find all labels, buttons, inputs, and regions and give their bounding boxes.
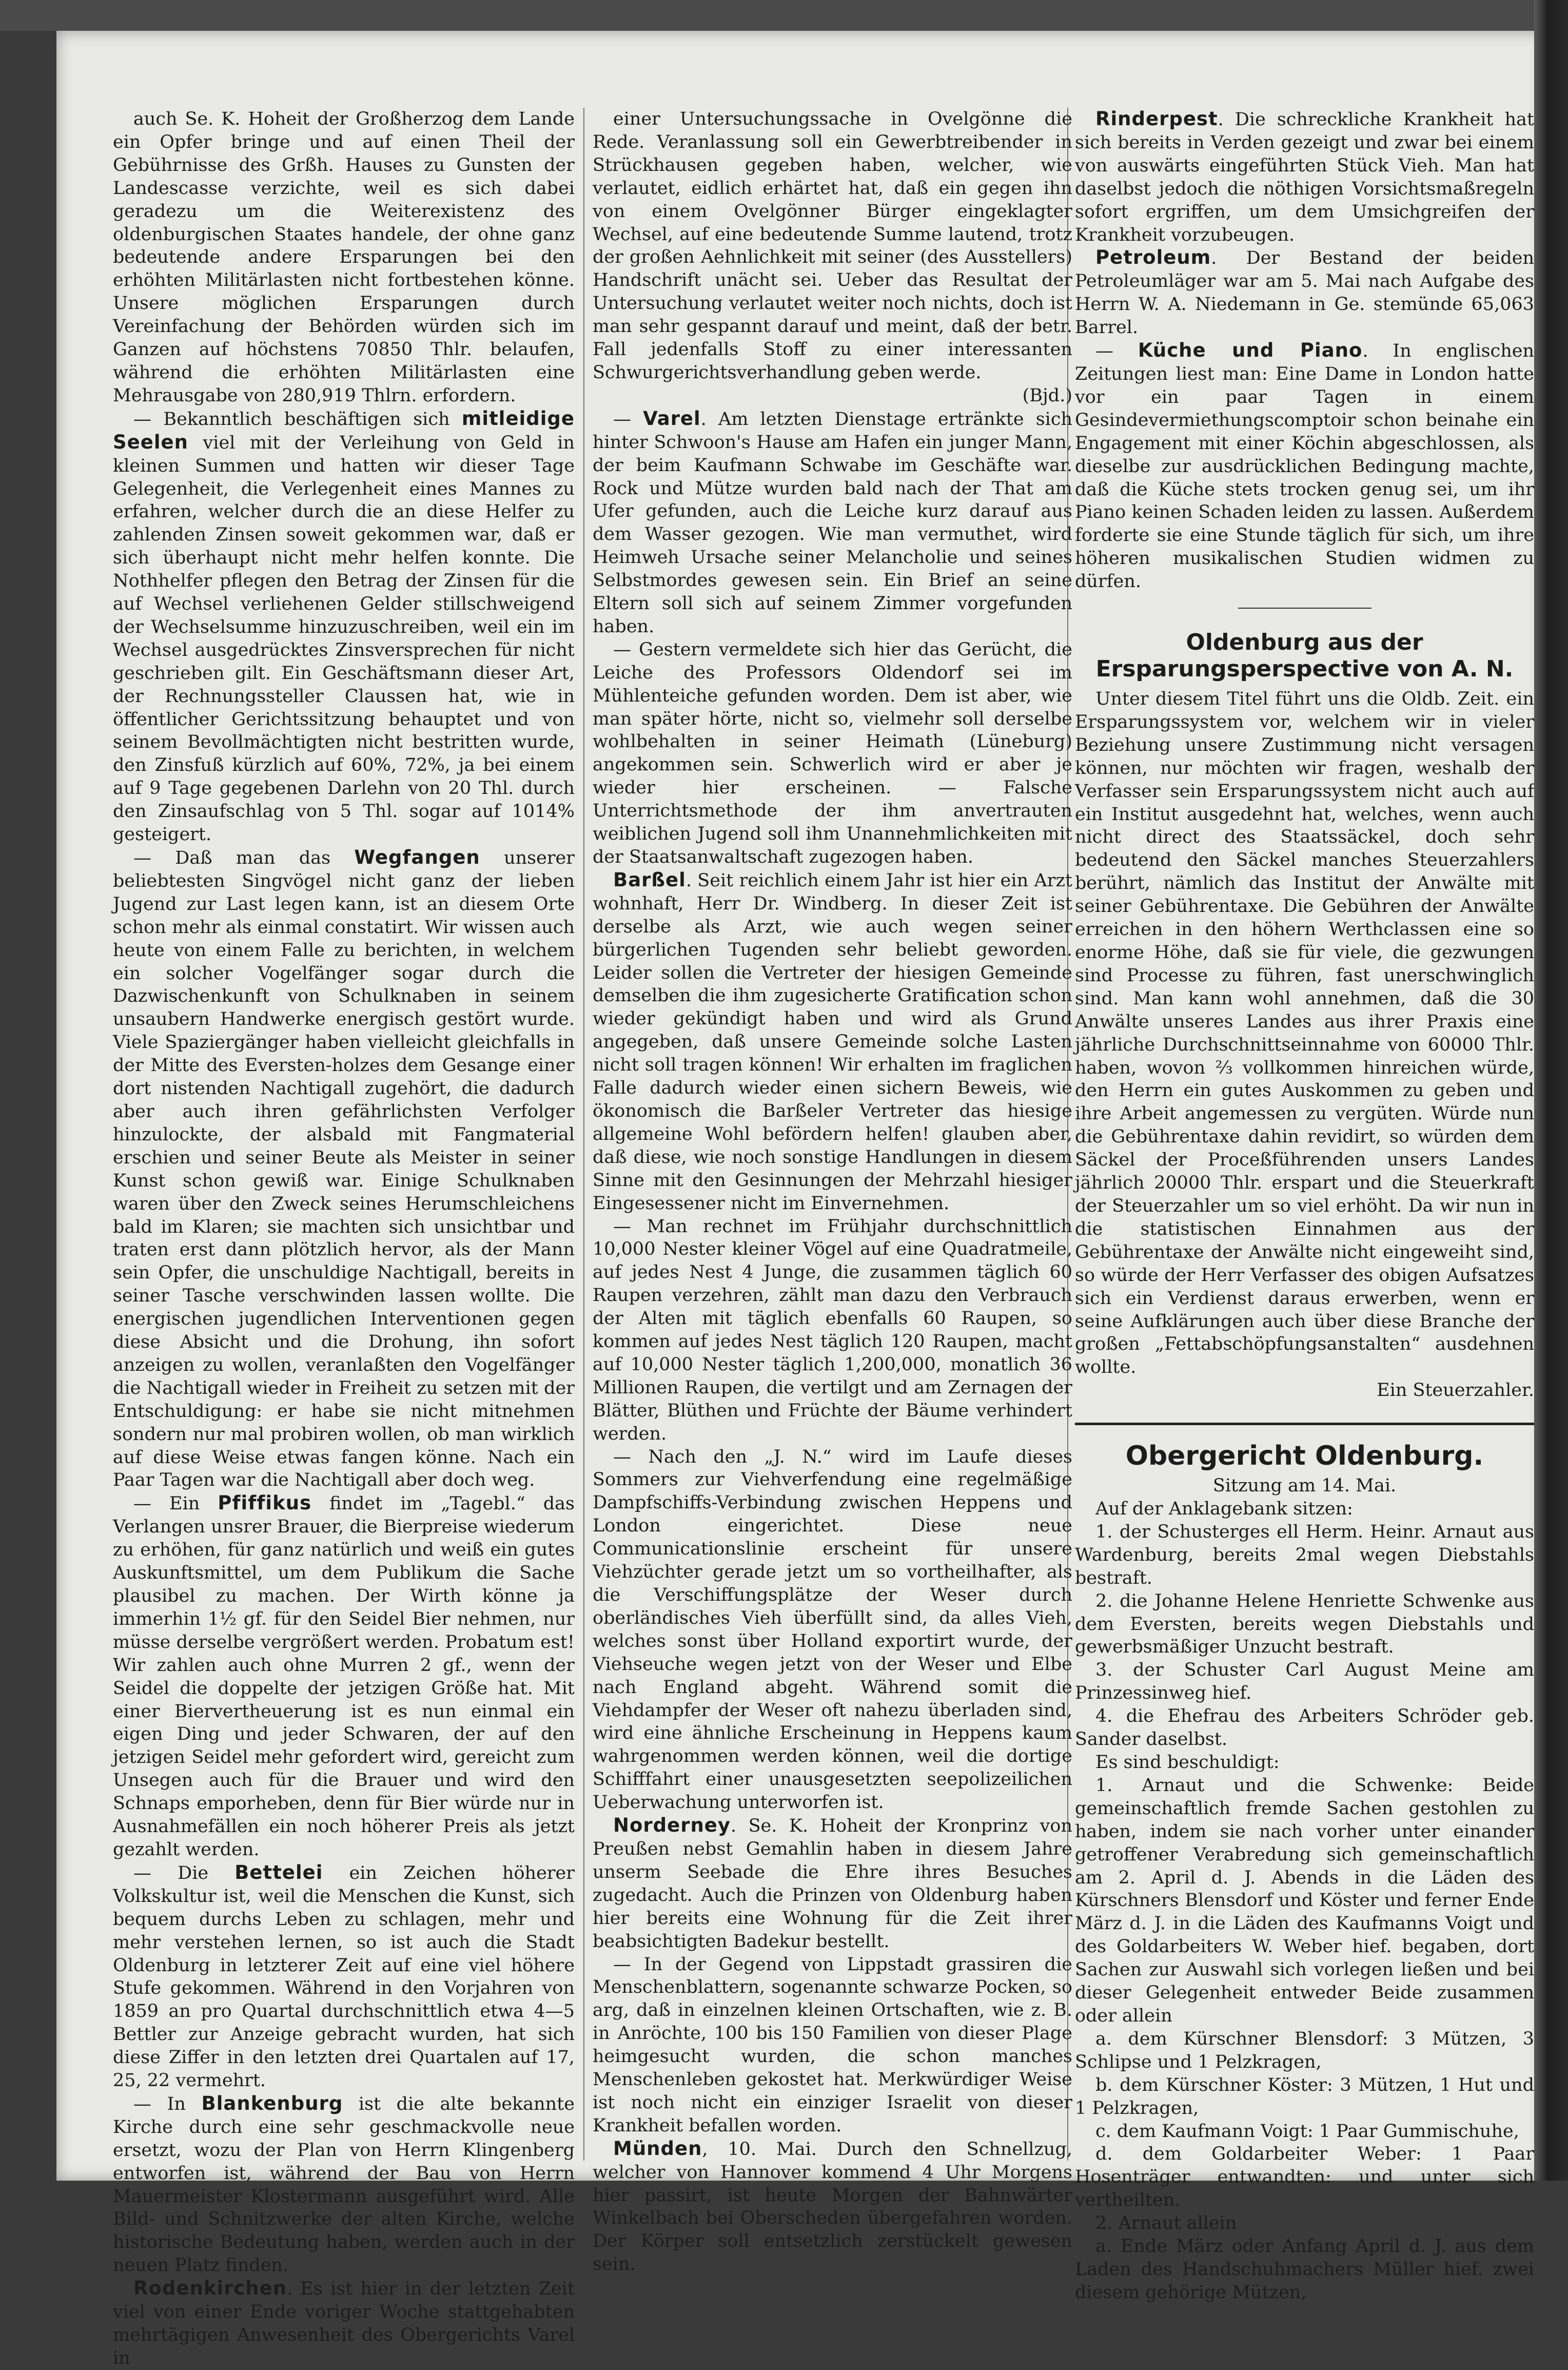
news-paragraph: Rodenkirchen. Es ist hier in der letzten Zeit viel von einer Ende voriger Woche stattgehabten mehrtägigen Anwesenheit des Obergerichts Varel in bbox=[113, 2277, 575, 2368]
headline-keyword: Bettelei bbox=[234, 1861, 323, 1883]
court-case-line: a. dem Kürschner Blensdorf: 3 Mützen, 3 Schlipse und 1 Pelzkragen, bbox=[1075, 2028, 1534, 2072]
news-paragraph: — In der Gegend von Lippstadt grassiren die Menschenblattern, sogenannte schwarze Pocken, so arg, daß in einzelnen kleinen Ortschaften, wie z. B. in Anröchte, 100 bis 150 Familien von dieser Plage heimgesucht wurden, die schon manches Menschenleben gekostet hat. Merkwürdiger Weise ist noch nicht ein einziger Israelit von dieser Krankheit befallen worden. bbox=[593, 1954, 1072, 2136]
headline-keyword: Blankenburg bbox=[201, 2092, 343, 2114]
court-case-line: 4. die Ehefrau des Arbeiters Schröder geb. Sander daselbst. bbox=[1075, 1706, 1534, 1750]
news-paragraph: — Gestern vermeldete sich hier das Gerücht, die Leiche des Professors Oldendorf sei im Mühlenteiche gefunden worden. Dem ist aber, wie man später hörte, nicht so, vielmehr soll derselbe wohlbehalten in seiner Heimath (Lüneburg) angekommen sein. Schwerlich wird er aber je wieder hier erscheinen. — Falsche Unterrichtsmethode der ihm anvertrauten weiblichen Jugend soll ihm Unannehmlichkeiten mit der Staatsanwaltschaft zugezogen haben. bbox=[593, 639, 1072, 867]
headline-keyword: Rodenkirchen bbox=[133, 2277, 287, 2300]
column-2 bbox=[593, 108, 1072, 2275]
headline-keyword: Varel bbox=[643, 407, 701, 430]
scan-top-edge bbox=[0, 0, 1568, 31]
article-body: Unter diesem Titel führt uns die Oldb. Zeit. ein Ersparungssystem vor, welchem wir in vieler Beziehung unsere Zustimmung nicht versagen können, nur möchten wir fragen, weshalb der Verfasser sein Ersparungssystem nicht auch auf ein Institut ausgedehnt hat, welches, wenn auch nicht direct des Staatssäckel, doch sehr bedeutend den Säckel manches Steuerzahlers berührt, nämlich das Institut der Anwälte mit seiner Gebührentaxe. Die Gebühren der Anwälte erreichen in den höhern Werthclassen eine so enorme Höhe, daß sie für viele, die gezwungen sind Processe zu führen, fast unerschwinglich sind. Man kann wohl annehmen, daß die 30 Anwälte unseres Landes aus ihrer Praxis eine jährliche Durchschnittseinnahme von 60000 Thlr. haben, wovon ⅔ vollkommen hinreichen würde, den Herrn ein gutes Auskommen zu geben und ihre Arbeit angemessen zu vergüten. Würde nun die Gebührentaxe dahin revidirt, so würden dem Säckel der Proceßführenden unsers Landes jährlich 20000 Thlr. erspart und die Steuerkraft der Steuerzahler um so viel erhöht. Da wir nun in die statistischen Einnahmen aus der Gebührentaxe der Anwälte nicht eingeweiht sind, so würde der Herr Verfasser des obigen Aufsatzes sich ein Verdienst daraus erwerben, wenn er seine Aufklärungen auch über diese Branche der großen „Fettabschöpfungsanstalten“ ausdehnen wollte. bbox=[1075, 689, 1534, 1378]
separator-rule bbox=[1238, 608, 1371, 609]
court-intro: Auf der Anklagebank sitzen: bbox=[1095, 1499, 1353, 1520]
scan-right-edge bbox=[1534, 0, 1568, 2181]
column-1 bbox=[113, 108, 575, 2368]
news-paragraph: — Man rechnet im Frühjahr durchschnittlich 10,000 Nester kleiner Vögel auf eine Quadratmeile, auf jedes Nest 4 Junge, die zusammen täglich 60 Raupen verzehren, zählt man dazu den Verbrauch der Alten mit täglich ebenfalls 60 Raupen, so kommen auf jedes Nest täglich 120 Raupen, macht auf 10,000 Nester täglich 1,200,000, monatlich 36 Millionen Raupen, die vertilgt und am Zernagen der Blätter, Blüthen und Früchte der Bäume verhindert werden. bbox=[593, 1216, 1072, 1444]
headline-keyword: Küche und Piano bbox=[1138, 339, 1363, 362]
news-paragraph: — Bekanntlich beschäftigen sich mitleidige Seelen viel mit der Verleihung von Geld in kleinen Summen und hatten wir dieser Tage Gelegenheit, die Verlegenheit eines Mannes zu erfahren, welcher durch die an diese Helfer zu zahlenden Zinsen soweit gekommen war, daß er sich überhaupt nicht mehr helfen konnte. Die Nothhelfer pflegen den Betrag der Zinsen für die auf Wechsel verliehenen Gelder stillschweigend der Wechselsumme hinzuzuschreiben, weil ein im Wechsel ausgedrücktes Zinsversprechen für nicht geschrieben gilt. Ein Geschäftsmann dieser Art, der Rechnungssteller Claussen hat, wie in öffentlicher Gerichtssitzung behauptet und von seinem Bevollmächtigten nicht bestritten wurde, den Zinsfuß kürzlich auf 60%, 72%, ja bei einem auf 9 Tage gegebenen Darlehn von 20 Thl. durch den Zinsaufschlag von 5 Thl. sogar auf 1014% gesteigert. bbox=[113, 407, 575, 845]
headline-keyword: Barßel bbox=[613, 868, 686, 891]
headline-keyword: mitleidige Seelen bbox=[113, 407, 575, 453]
news-paragraph: — Die Bettelei ein Zeichen höherer Volkskultur ist, weil die Menschen die Kunst, sich bequem durchs Leben zu schlagen, mehr und mehr verstehen lernen, so ist auch die Stadt Oldenburg in letzterer Zeit auf eine viel höhere Stufe gekommen. Während in den Vorjahren von 1859 an pro Quartal durchschnittlich etwa 4—5 Bettler zur Anzeige gebracht wurden, hat sich diese Ziffer in den letzten drei Quartalen auf 17, 25, 22 vermehrt. bbox=[113, 1861, 575, 2091]
news-paragraph: (Bjd.) bbox=[1022, 385, 1072, 406]
column-3 bbox=[1075, 108, 1534, 2303]
newspaper-page bbox=[56, 31, 1544, 2368]
court-case-line: Es sind beschuldigt: bbox=[1095, 1752, 1280, 1773]
court-section-title: Obergericht Oldenburg. bbox=[1125, 1441, 1484, 1472]
court-case-line: 1. Arnaut und die Schwenke: Beide gemeinschaftlich fremde Sachen gestohlen zu haben, indem sie nach vorher unter einander getroffener Verabredung sich gemeinschaftlich am 2. April d. J. Abends in die Läden des Kürschners Blensdorf und Köster und ferner Ende März d. J. in die Läden des Kaufmanns Voigt und des Goldarbeiters W. Weber hief. begaben, dort Sachen zur Auswahl sich vorlegen ließen und bei dieser Gelegenheit entweder Beide zusammen oder allein bbox=[1075, 1775, 1534, 2026]
headline-keyword: Wegfangen bbox=[354, 846, 480, 868]
news-paragraph: Norderney. Se. K. Hoheit der Kronprinz von Preußen nebst Gemahlin haben in diesem Jahre unserm Seebade die Ehre ihres Besuches zugedacht. Auch die Prinzen von Oldenburg haben hier bereits eine Wohnung für die Zeit ihrer beabsichtigten Badekur bestellt. bbox=[593, 1814, 1072, 1952]
court-case-line: 2. die Johanne Helene Henriette Schwenke aus dem Eversten, bereits wegen Diebstahls und gewerbsmäßiger Unzucht bestraft. bbox=[1075, 1590, 1534, 1658]
column-3-news-items bbox=[1075, 108, 1534, 593]
news-paragraph: einer Untersuchungssache in Ovelgönne die Rede. Veranlassung soll ein Gewerbtreibender in Strückhausen gegeben haben, welcher, wie verlautet, eidlich erhärtet hat, daß ein gegen ihn von einem Ovelgönner Bürger eingeklagter Wechsel, auf eine bedeutende Summe lautend, trotz der großen Aehnlichkeit mit seiner (des Ausstellers) Handschrift unächt sei. Ueber das Resultat der Untersuchung verlautet weiter noch nichts, doch ist man sehr gespannt darauf und meint, daß der betr. Fall jedenfalls Stoff zu einer interessanten Schwurgerichtsverhandlung geben werde. bbox=[593, 109, 1072, 383]
news-paragraph: — Nach den „J. N.“ wird im Laufe dieses Sommers zur Viehverfendung eine regelmäßige Dampfschiffs-Verbindung zwischen Heppens und London eingerichtet. Diese neue Communicationslinie erscheint für unsere Viehzüchter gerade jetzt um so vortheilhafter, als die Verschiffungsplätze der Weser durch oberländisches Vieh überfüllt sind, da alles Vieh, welches sonst über Holland exportirt wurde, der Viehseuche wegen jetzt von der Weser und Elbe nach England abgeht. Während somit die Viehdampfer der Weser oft nahezu überladen sind, wird eine ähnliche Erscheinung in Heppens kaum wahrgenommen werden können, weil die dortige Schifffahrt einer unausgesetzten seepolizeilichen Ueberwachung unterworfen ist. bbox=[593, 1446, 1072, 1813]
headline-keyword: Pfiffikus bbox=[218, 1492, 312, 1514]
court-case-line: 2. Arnaut allein bbox=[1095, 2213, 1237, 2234]
headline-keyword: Petroleum bbox=[1095, 246, 1211, 269]
section-rule bbox=[1075, 1423, 1534, 1425]
news-paragraph: Münden, 10. Mai. Durch den Schnellzug, welcher von Hannover kommend 4 Uhr Morgens hier passirt, ist heute Morgen der Bahnwärter Winkelbach bei Oberscheden übergefahren worden. Der Körper soll entsetzlich zerstückelt gewesen sein. bbox=[593, 2137, 1072, 2275]
court-case-line: c. dem Kaufmann Voigt: 1 Paar Gummischuhe, bbox=[1095, 2121, 1519, 2142]
headline-keyword: Rinderpest bbox=[1095, 108, 1218, 130]
news-paragraph: Rinderpest. Die schreckliche Krankheit hat sich bereits in Verden gezeigt und zwar bei einem von auswärts eingeführten Stück Vieh. Man hat daselbst jedoch die nöthigen Vorsichtsmaßregeln sofort ergriffen, um dem Umsichgreifen der Krankheit vorzubeugen. bbox=[1075, 108, 1534, 245]
headline-keyword: Norderney bbox=[613, 1814, 731, 1837]
news-paragraph: — Daß man das Wegfangen unserer beliebtesten Singvögel nicht ganz der lieben Jugend zur Last legen kann, ist an diesem Orte schon mehr als einmal constatirt. Wir wissen auch heute von einem Falle zu berichten, in welchem ein solcher Vogelfänger sogar durch die Dazwischenkunft von Schulknaben in seinem unsaubern Handwerke energisch gestört wurde. Viele Spaziergänger haben vielleicht gleichfalls in der Mitte des Eversten-holzes dem Gesange einer dort nistenden Nachtigall zugehört, die dadurch aber auch ihren gefährlichsten Verfolger hinzulockte, der alsbald mit Fangmaterial erschien und seiner Beute als Meister in seiner Kunst schon gewiß war. Einige Schulknaben waren über den Zweck seines Herumschleichens bald im Klaren; sie machten sich unsichtbar und traten erst dann plötzlich hervor, als der Mann sein Opfer, die unschuldige Nachtigall, bereits in seiner Tasche verschwinden lassen wollte. Die energischen jugendlichen Interventionen gegen diese Absicht und die Drohung, ihn sofort anzeigen zu wollen, veranlaßten den Vogelfänger die Nachtigall wieder in Freiheit zu setzen mit der Entschuldigung: er habe sie nicht mitnehmen sondern nur mal probiren wollen, ob man wirklich auf diese Weise etwas fangen könne. Nach ein Paar Tagen war die Nachtigall aber doch weg. bbox=[113, 846, 575, 1491]
news-paragraph: — In Blankenburg ist die alte bekannte Kirche durch eine sehr geschmackvolle neue ersetzt, wozu der Plan von Herrn Klingenberg entworfen ist, während der Bau von Herrn Mauermeister Klostermann ausgeführt wird. Alle Bild- und Schnitzwerke der alten Kirche, welche historische Bedeutung haben, werden auch in der neuen Platz finden. bbox=[113, 2092, 575, 2276]
court-case-line: b. dem Kürschner Köster: 3 Mützen, 1 Hut und 1 Pelzkragen, bbox=[1075, 2074, 1534, 2119]
news-paragraph: Barßel. Seit reichlich einem Jahr ist hier ein Arzt wohnhaft, Herr Dr. Windberg. In dieser Zeit ist derselbe als Arzt, wie auch wegen seiner bürgerlichen Tugenden sehr beliebt geworden. Leider sollen die Vertreter der hiesigen Gemeinde demselben die ihm zugesicherte Gratification schon wieder gekündigt haben und wird als Grund angegeben, daß unsere Gemeinde solche Lasten nicht soll tragen können! Wir erhalten im fraglichen Falle dadurch wieder einen sichern Beweis, wie ökonomisch die Barßeler Vertreter das hiesige allgemeine Wohl befördern helfen! glauben aber, daß diese, wie noch sonstige Handlungen in diesem Sinne mit den Gesinnungen der Mehrzahl hiesiger Eingesessener nicht im Einvernehmen. bbox=[593, 868, 1072, 1214]
news-paragraph: auch Se. K. Hoheit der Großherzog dem Lande ein Opfer bringe und auf einen Theil der Gebührnisse des Grßh. Hauses zu Gunsten der Landescasse verzichte, weil es sich dabei geradezu um die Weiterexistenz des oldenburgischen Staates handele, der ohne ganz bedeutende andere Ersparungen bei den erhöhten Militärlasten nicht fortbestehen könne. Unsere möglichen Ersparungen durch Vereinfachung der Behörden würden sich im Ganzen auf höchstens 70850 Thlr. belaufen, während die erhöhten Militärlasten eine Mehrausgabe von 280,919 Thlrn. erfordern. bbox=[113, 109, 575, 406]
court-case-line: a. Ende März oder Anfang April d. J. aus dem Laden des Handschuhmachers Müller hief. zwei diesem gehörige Mützen, bbox=[1075, 2236, 1534, 2303]
court-session-date: Sitzung am 14. Mai. bbox=[1212, 1475, 1397, 1497]
news-paragraph: — Varel. Am letzten Dienstage ertränkte sich hinter Schwoon's Hause am Hafen ein junger Mann, der beim Kaufmann Schwabe im Geschäfte war. Rock und Mütze wurden bald nach der That am Ufer gefunden, auch die Leiche kurz darauf aus dem Wasser gezogen. Wie man vermuthet, wird Heimweh Ursache seiner Melancholie und seines Selbstmordes gewesen sein. Ein Brief an seine Eltern soll sich auf seinem Zimmer vorgefunden haben. bbox=[593, 407, 1072, 637]
court-case-line: 1. der Schusterges ell Herm. Heinr. Arnaut aus Wardenburg, bereits 2mal wegen Diebstahls bestraft. bbox=[1075, 1521, 1534, 1588]
news-paragraph: Petroleum. Der Bestand der beiden Petroleumläger war am 5. Mai nach Aufgabe des Herrn W. A. Niedemann in Ge. stemünde 65,063 Barrel. bbox=[1075, 246, 1534, 338]
court-case-line: d. dem Goldarbeiter Weber: 1 Paar Hosenträger entwandten: und unter sich vertheilten. bbox=[1075, 2144, 1534, 2211]
court-case-line: 3. der Schuster Carl August Meine am Prinzessinweg hief. bbox=[1075, 1660, 1534, 1704]
article-title: Oldenburg aus der Ersparungsperspective von A. N. bbox=[1095, 629, 1514, 683]
court-case-list bbox=[1075, 1521, 1534, 2304]
headline-keyword: Münden bbox=[613, 2137, 702, 2160]
news-paragraph: — Ein Pfiffikus findet im „Tagebl.“ das Verlangen unsrer Brauer, die Bierpreise wiederum zu erhöhen, für ganz natürlich und weiß ein gutes Auskunftsmittel, um dem Publikum die Sache plausibel zu machen. Der Wirth könne ja immerhin 1½ gf. für den Seidel Bier nehmen, nur müsse derselbe vergrößert werden. Probatum est! Wir zahlen auch ohne Murren 2 gf., wenn der Seidel die doppelte der jetzigen Größe hat. Mit einer Biervertheuerung ist es nun einmal ein eigen Ding und jeder Schwaren, der auf den jetzigen Seidel mehr gefordert wird, gereicht zum Unsegen auch für die Brauer und wird den Schnaps emporheben, denn für Bier würde nur in Ausnahmefällen ein noch höherer Preis als jetzt gezahlt werden. bbox=[113, 1492, 575, 1860]
article-signature: Ein Steuerzahler. bbox=[1377, 1380, 1534, 1401]
column-divider bbox=[583, 108, 584, 2161]
news-paragraph: — Küche und Piano. In englischen Zeitungen liest man: Eine Dame in London hatte vor ein paar Tagen in einem Gesindevermiethungscomptoir schon beinahe ein Engagement mit einer Köchin abgeschlossen, als dieselbe zur ausdrücklichen Bedingung machte, daß die Küche stets trocken genug sei, um ihr Piano keinen Schaden leiden zu lassen. Außerdem forderte sie eine Stunde täglich für sich, um ihre höheren musikalischen Studien widmen zu dürfen. bbox=[1075, 339, 1534, 592]
